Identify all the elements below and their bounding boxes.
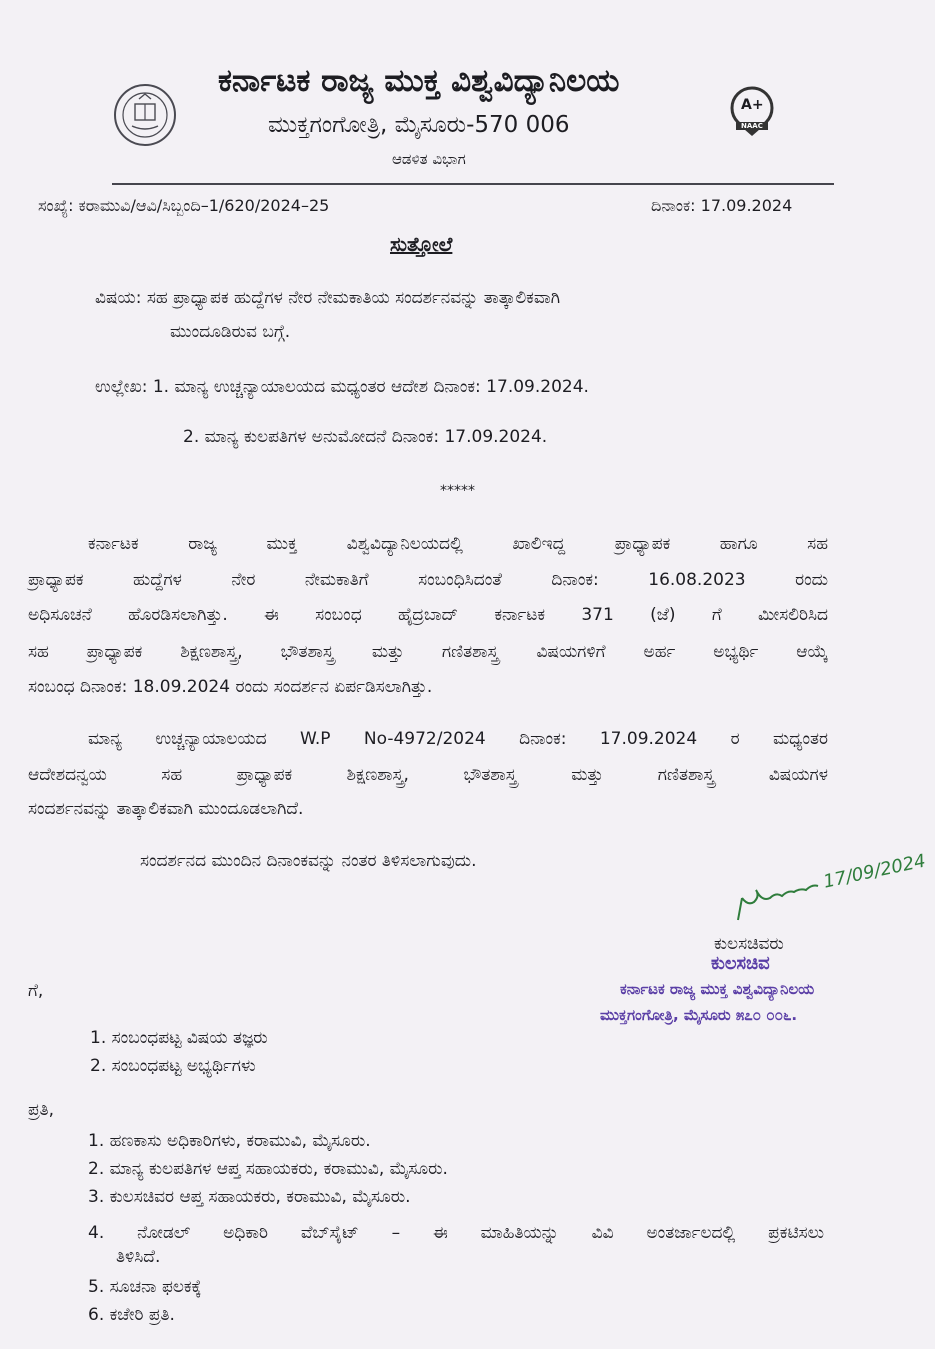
copy-label: ಪ್ರತಿ, <box>28 1100 55 1120</box>
university-name: ಕರ್ನಾಟಕ ರಾಜ್ಯ ಮುಕ್ತ ವಿಶ್ವವಿದ್ಯಾನಿಲಯ <box>218 63 620 99</box>
to-item: 2. ಸಂಬಂಧಪಟ್ಟ ಅಭ್ಯರ್ಥಿಗಳು <box>90 1056 256 1076</box>
copy-item: 4. ನೋಡಲ್ ಅಧಿಕಾರಿ ವೆಬ್‌ಸೈಟ್ – ಈ ಮಾಹಿತಿಯನ್ನು ವಿವಿ ಅಂತರ್ಜಾಲದಲ್ಲಿ ಪ್ರಕಟಿಸಲು <box>88 1223 824 1243</box>
signatory-designation: ಕುಲಸಚಿವರು <box>714 934 784 954</box>
reference-1: ಉಲ್ಲೇಖ: 1. ಮಾನ್ಯ ಉಚ್ಚನ್ಯಾಯಾಲಯದ ಮಧ್ಯಂತರ ಆದೇಶ ದಿನಾಂಕ: 17.09.2024. <box>95 377 589 397</box>
paragraph-1-line: ಸಹ ಪ್ರಾಧ್ಯಾಪಕ ಶಿಕ್ಷಣಶಾಸ್ತ್ರ, ಭೌತಶಾಸ್ತ್ರ ಮತ್ತು ಗಣಿತಶಾಸ್ತ್ರ ವಿಷಯಗಳಿಗೆ ಅರ್ಹ ಅಭ್ಯರ್ಥಿ ಆಯ್ಕೆ <box>28 642 828 662</box>
paragraph-1-line: ಸಂಬಂಧ ದಿನಾಂಕ: 18.09.2024 ರಂದು ಸಂದರ್ಶನ ಏರ್ಪಡಿಸಲಾಗಿತ್ತು. <box>28 677 433 697</box>
handwritten-signature <box>732 850 928 932</box>
document-date: ದಿನಾಂಕ: 17.09.2024 <box>651 196 793 215</box>
separator: ***** <box>440 483 475 499</box>
copy-item: 1. ಹಣಕಾಸು ಅಧಿಕಾರಿಗಳು, ಕರಾಮುವಿ, ಮೈಸೂರು. <box>88 1131 371 1151</box>
subject-line-1: ವಿಷಯ: ಸಹ ಪ್ರಾಧ್ಯಾಪಕ ಹುದ್ದೆಗಳ ನೇರ ನೇಮಕಾತಿಯ ಸಂದರ್ಶನವನ್ನು ತಾತ್ಕಾಲಿಕವಾಗಿ <box>95 288 561 308</box>
to-item: 1. ಸಂಬಂಧಪಟ್ಟ ವಿಷಯ ತಜ್ಞರು <box>90 1028 268 1048</box>
naac-label: NAAC <box>741 122 763 130</box>
paragraph-1-line: ಪ್ರಾಧ್ಯಾಪಕ ಹುದ್ದೆಗಳ ನೇರ ನೇಮಕಾತಿಗೆ ಸಂಬಂಧಿಸಿದಂತೆ ದಿನಾಂಕ: 16.08.2023 ರಂದು <box>28 570 828 590</box>
paragraph-3: ಸಂದರ್ಶನದ ಮುಂದಿನ ದಿನಾಂಕವನ್ನು ನಂತರ ತಿಳಿಸಲಾಗುವುದು. <box>140 851 477 871</box>
copy-item: 6. ಕಚೇರಿ ಪ್ರತಿ. <box>88 1305 175 1325</box>
document-title: ಸುತ್ತೋಲೆ <box>390 232 453 256</box>
handwritten-date: 17/09/2024 <box>821 850 928 893</box>
to-label: ಗೆ, <box>28 981 44 1001</box>
department-name: ಆಡಳಿತ ವಿಭಾಗ <box>392 150 466 168</box>
copy-item-continuation: ತಿಳಿಸಿದೆ. <box>116 1247 161 1267</box>
paragraph-1-line: ಅಧಿಸೂಚನೆ ಹೊರಡಿಸಲಾಗಿತ್ತು. ಈ ಸಂಬಂಧ ಹೈದ್ರಬಾದ್ ಕರ್ನಾಟಕ 371 (ಜೆ) ಗೆ ಮೀಸಲಿರಿಸಿದ <box>28 605 828 625</box>
stamp-title: ಕುಲಸಚಿವ <box>711 953 770 974</box>
paragraph-2-line: ಮಾನ್ಯ ಉಚ್ಚನ್ಯಾಯಾಲಯದ W.P No-4972/2024 ದಿನಾಂಕ: 17.09.2024 ರ ಮಧ್ಯಂತರ <box>88 729 828 749</box>
copy-item: 2. ಮಾನ್ಯ ಕುಲಪತಿಗಳ ಆಪ್ತ ಸಹಾಯಕರು, ಕರಾಮುವಿ, ಮೈಸೂರು. <box>88 1159 448 1179</box>
reference-2: 2. ಮಾನ್ಯ ಕುಲಪತಿಗಳ ಅನುಮೋದನೆ ದಿನಾಂಕ: 17.09.2024. <box>183 427 548 447</box>
paragraph-1-line: ಕರ್ನಾಟಕ ರಾಜ್ಯ ಮುಕ್ತ ವಿಶ್ವವಿದ್ಯಾನಿಲಯದಲ್ಲಿ ಖಾಲಿಇದ್ದ ಪ್ರಾಧ್ಯಾಪಕ ಹಾಗೂ ಸಹ <box>88 534 828 554</box>
subject-line-2: ಮುಂದೂಡಿರುವ ಬಗ್ಗೆ. <box>170 322 291 342</box>
stamp-university: ಕರ್ನಾಟಕ ರಾಜ್ಯ ಮುಕ್ತ ವಿಶ್ವವಿದ್ಯಾನಿಲಯ <box>620 980 815 998</box>
naac-badge <box>722 80 782 140</box>
reference-number: ಸಂಖ್ಯೆ: ಕರಾಮುವಿ/ಆವಿ/ಸಿಬ್ಬಂದಿ–1/620/2024–25 <box>38 196 330 215</box>
copy-item: 5. ಸೂಚನಾ ಫಲಕಕ್ಕೆ <box>88 1277 202 1297</box>
paragraph-2-line: ಆದೇಶದನ್ವಯ ಸಹ ಪ್ರಾಧ್ಯಾಪಕ ಶಿಕ್ಷಣಶಾಸ್ತ್ರ, ಭೌತಶಾಸ್ತ್ರ ಮತ್ತು ಗಣಿತಶಾಸ್ತ್ರ ವಿಷಯಗಳ <box>28 765 828 785</box>
copy-item: 3. ಕುಲಸಚಿವರ ಆಪ್ತ ಸಹಾಯಕರು, ಕರಾಮುವಿ, ಮೈಸೂರು. <box>88 1187 411 1207</box>
university-address: ಮುಕ್ತಗಂಗೋತ್ರಿ, ಮೈಸೂರು-570 006 <box>268 112 570 138</box>
paragraph-2-line: ಸಂದರ್ಶನವನ್ನು ತಾತ್ಕಾಲಿಕವಾಗಿ ಮುಂದೂಡಲಾಗಿದೆ. <box>28 799 304 819</box>
header-divider <box>112 183 834 185</box>
stamp-address: ಮುಕ್ತಗಂಗೋತ್ರಿ, ಮೈಸೂರು ೫೭೦ ೦೦೬. <box>600 1006 798 1024</box>
naac-grade: A+ <box>741 97 764 113</box>
university-seal-logo <box>112 82 178 148</box>
